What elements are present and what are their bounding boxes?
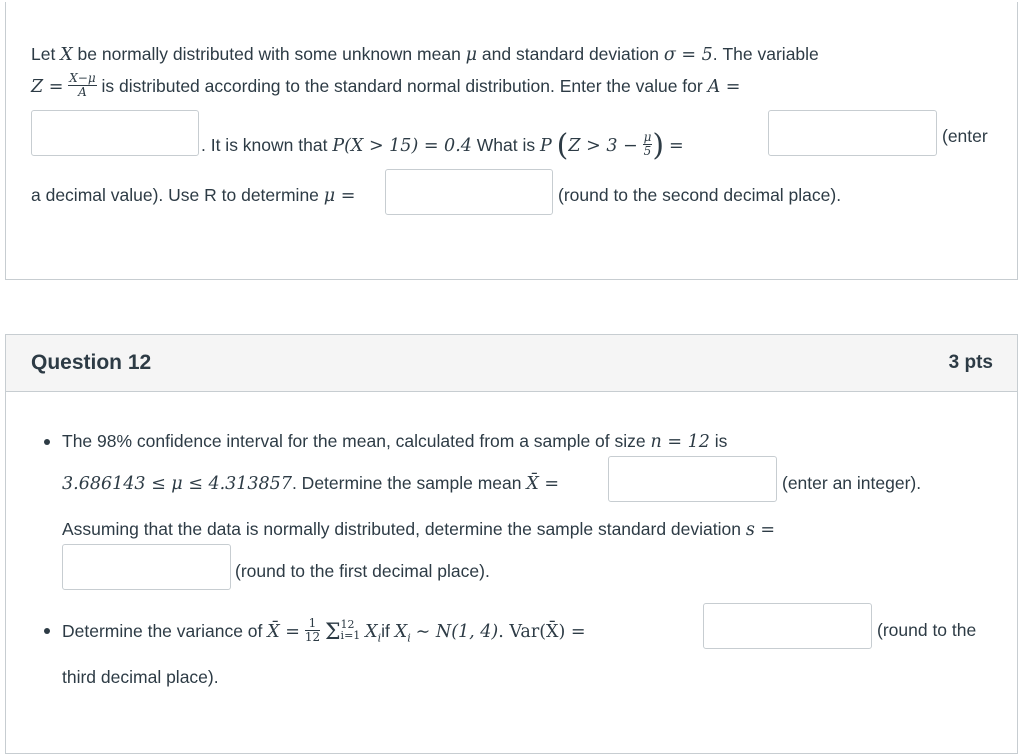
z-fraction: $\frac{X-\mu}{A}$ <box>69 71 96 99</box>
q11-line-2: Z = $\frac{X-\mu}{A}$ is distributed according to the standard normal distribution. Enter the value for A = <box>31 71 741 99</box>
round-first-label: (round to the first decimal place). <box>235 561 490 581</box>
answer-mu-input[interactable] <box>385 169 553 215</box>
left-paren: ( <box>556 128 569 163</box>
b2-line-1: Determine the variance of X̄ = $\frac{1}{12}$ Σ 12 i=1 $X_iif$ $X_i$ ∼ N(1, 4). Var(X̄) = <box>62 615 586 645</box>
answer-probability-input[interactable] <box>768 110 937 156</box>
q11-line-4: a decimal value). Use R to determine μ = <box>31 185 356 206</box>
round-third-label: (round to the <box>877 620 977 640</box>
answer-std-dev-input[interactable] <box>62 544 231 590</box>
q11-line-3: . It is known that P(X > 15) = 0.4 What is P (Z > 3 − $\frac{\mu}{5}$ ) = <box>201 128 684 163</box>
question-header <box>6 335 1017 392</box>
integer-label: (enter an integer). <box>782 473 922 493</box>
q11-line-1: Let X be normally distributed with some unknown mean μ and standard deviation σ = 5. The variable <box>31 44 819 65</box>
question-title: Question 12 <box>31 351 152 374</box>
b1-line-1: The 98% confidence interval for the mean, calculated from a sample of size n = 12 is <box>62 431 728 452</box>
round-third-label-cont: third decimal place). <box>62 667 219 687</box>
sum-limits: 12 i=1 <box>340 618 361 643</box>
b1-line-3: Assuming that the data is normally distributed, determine the sample standard deviation s = <box>62 519 776 540</box>
question-points: 3 pts <box>948 352 993 373</box>
b1-line-2: 3.686143 ≤ μ ≤ 4.313857. Determine the sample mean X̄ = <box>62 473 560 494</box>
one-twelfth-fraction: $\frac{1}{12}$ <box>304 615 321 644</box>
mu-over-5-fraction: $\frac{\mu}{5}$ <box>643 129 652 158</box>
answer-variance-input[interactable] <box>703 603 872 649</box>
round-second-label: (round to the second decimal place). <box>558 185 842 205</box>
answer-sample-mean-input[interactable] <box>608 456 777 502</box>
bullet-2 <box>44 628 50 634</box>
bullet-1 <box>44 439 50 445</box>
right-paren: ) <box>652 128 665 163</box>
answer-a-input[interactable] <box>31 110 199 156</box>
enter-label: (enter <box>942 126 988 146</box>
